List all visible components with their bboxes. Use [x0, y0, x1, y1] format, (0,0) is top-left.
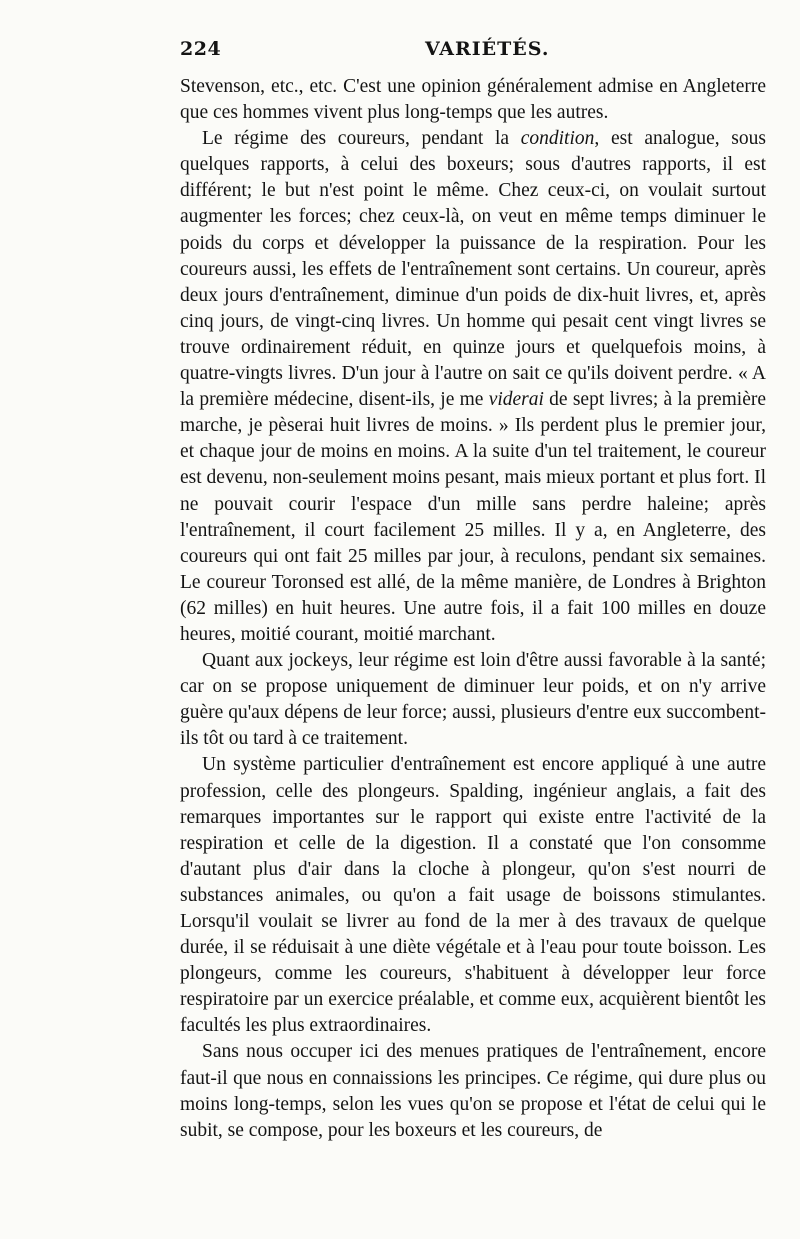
paragraph	[180, 752, 766, 1039]
page-number: 224	[180, 38, 222, 60]
text-segment: de sept livres; à la première marche, je pèserai huit livres de moins. » Ils perdent plus le premier jour, et chaque jour de moins en moins. A la suite d'un tel traitement, le coureur est devenu, non-seulement moins pesant, mais mieux portant et plus fort. Il ne pouvait courir l'espace d'un mille sans perdre haleine; après l'entraînement, il court facilement 25 milles. Il y a, en Angleterre, des coureurs qui ont fait 25 milles par jour, à reculons, pendant six semaines. Le coureur Toronsed est allé, de la même manière, de Londres à Brighton (62 milles) en huit heures. Une autre fois, il a fait 100 milles en douze heures, moitié courant, moitié marchant.	[180, 389, 766, 645]
text-segment: Sans nous occuper ici des menues pratiques de l'entraînement, encore faut-il que nous en connaissions les principes. Ce régime, qui dure plus ou moins long-temps, selon les vues qu'on se propose et l'état de celui qui le subit, se compose, pour les boxeurs et les coureurs, de	[180, 1041, 766, 1141]
text-segment: Un système particulier d'entraînement est encore appliqué à une autre profession, celle des plongeurs. Spalding, ingénieur anglais, a fait des remarques importantes sur le rapport qui existe entre l'activité de la respiration et celle de la digestion. Il a constaté que l'on consomme d'autant plus d'air dans la cloche à plongeur, qu'on s'est nourri de substances animales, ou qu'on a fait usage de boissons stimulantes. Lorsqu'il voulait se livrer au fond de la mer à des travaux de quelque durée, il se réduisait à une diète végétale et à l'eau pour toute boisson. Les plongeurs, comme les coureurs, s'habituent à développer leur force respiratoire par un exercice préalable, et comme eux, acquièrent bientôt les facultés les plus extraordinaires.	[180, 754, 766, 1037]
text-segment: Le régime des coureurs, pendant la	[202, 128, 521, 150]
body-text	[180, 74, 766, 1144]
paragraph	[180, 1039, 766, 1143]
text-segment: Stevenson, etc., etc. C'est une opinion généralement admise en Angleterre que ces hommes vivent plus long-temps que les autres.	[180, 76, 766, 124]
paragraph	[180, 648, 766, 752]
text-segment: , est analogue, sous quelques rapports, à celui des boxeurs; sous d'autres rapports, il est différent; le but n'est point le même. Chez ceux-ci, on voulait surtout augmenter les forces; chez ceux-là, on veut en même temps diminuer le poids du corps et développer la puissance de la respiration. Pour les coureurs aussi, les effets de l'entraînement sont certains. Un coureur, après deux jours d'entraînement, diminue d'un poids de dix-huit livres, et, après cinq jours, de vingt-cinq livres. Un homme qui pesait cent vingt livres se trouve ordinairement réduit, en quinze jours et quelquefois moins, à quatre-vingts livres. D'un jour à l'autre on sait ce qu'ils doivent perdre. « A la première médecine, disent-ils, je me	[180, 128, 766, 411]
running-head	[180, 34, 766, 74]
running-title: VARIÉTÉS.	[425, 38, 550, 60]
italic-text: viderai	[488, 389, 544, 411]
italic-text: condition	[520, 128, 595, 150]
text-segment: Quant aux jockeys, leur régime est loin d'être aussi favorable à la santé; car on se propose uniquement de diminuer leur poids, et on n'y arrive guère qu'aux dépens de leur force; aussi, plusieurs d'entre eux succombent-ils tôt ou tard à ce traitement.	[180, 650, 766, 750]
paragraph	[180, 126, 766, 648]
paragraph	[180, 74, 766, 126]
